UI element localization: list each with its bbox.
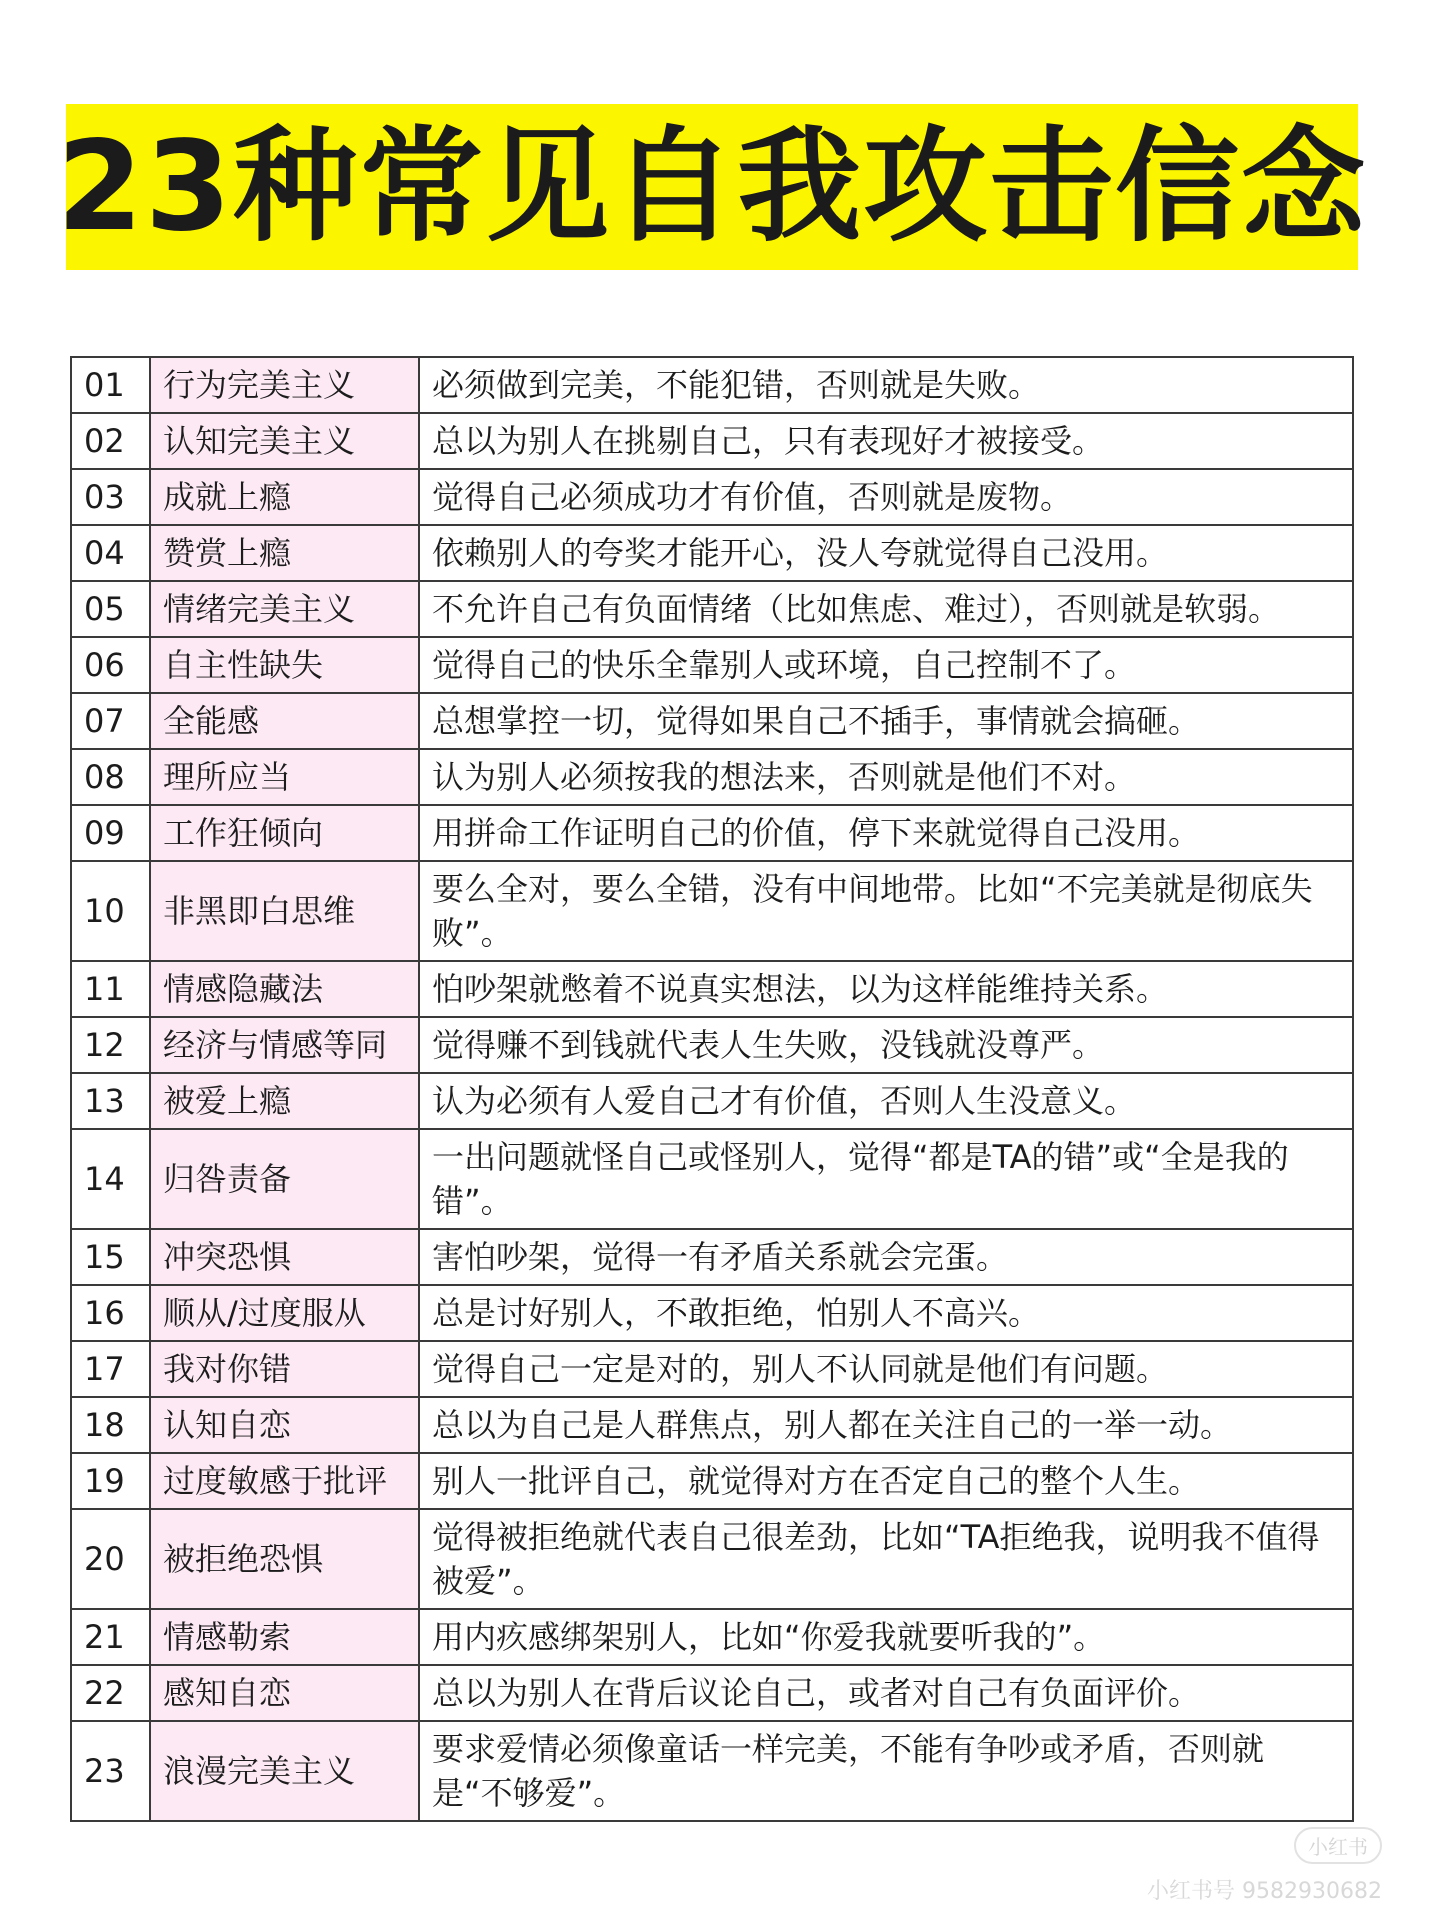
belief-name: 情绪完美主义	[150, 581, 419, 637]
belief-number: 19	[71, 1453, 150, 1509]
table-row	[71, 525, 1353, 581]
belief-description: 觉得赚不到钱就代表人生失败，没钱就没尊严。	[419, 1017, 1353, 1073]
title-banner	[56, 104, 1368, 270]
table-row	[71, 357, 1353, 413]
belief-description: 认为别人必须按我的想法来，否则就是他们不对。	[419, 749, 1353, 805]
belief-number: 05	[71, 581, 150, 637]
belief-description: 害怕吵架，觉得一有矛盾关系就会完蛋。	[419, 1229, 1353, 1285]
belief-description: 总以为别人在背后议论自己，或者对自己有负面评价。	[419, 1665, 1353, 1721]
belief-description: 觉得被拒绝就代表自己很差劲，比如“TA拒绝我，说明我不值得被爱”。	[419, 1509, 1353, 1609]
belief-description: 一出问题就怪自己或怪别人，觉得“都是TA的错”或“全是我的错”。	[419, 1129, 1353, 1229]
belief-description: 不允许自己有负面情绪（比如焦虑、难过），否则就是软弱。	[419, 581, 1353, 637]
belief-name: 工作狂倾向	[150, 805, 419, 861]
belief-name: 全能感	[150, 693, 419, 749]
belief-description: 认为必须有人爱自己才有价值，否则人生没意义。	[419, 1073, 1353, 1129]
belief-name: 冲突恐惧	[150, 1229, 419, 1285]
belief-description: 总以为别人在挑剔自己，只有表现好才被接受。	[419, 413, 1353, 469]
belief-description: 要求爱情必须像童话一样完美，不能有争吵或矛盾，否则就是“不够爱”。	[419, 1721, 1353, 1821]
belief-number: 10	[71, 861, 150, 961]
table-row	[71, 1129, 1353, 1229]
belief-description: 用内疚感绑架别人，比如“你爱我就要听我的”。	[419, 1609, 1353, 1665]
belief-description: 依赖别人的夸奖才能开心，没人夸就觉得自己没用。	[419, 525, 1353, 581]
watermark-id: 小红书号 9582930682	[1147, 1879, 1382, 1904]
belief-number: 15	[71, 1229, 150, 1285]
belief-number: 18	[71, 1397, 150, 1453]
beliefs-table-container	[70, 356, 1354, 1822]
belief-name: 情感勒索	[150, 1609, 419, 1665]
table-row	[71, 637, 1353, 693]
belief-name: 被拒绝恐惧	[150, 1509, 419, 1609]
belief-name: 非黑即白思维	[150, 861, 419, 961]
belief-name: 感知自恋	[150, 1665, 419, 1721]
belief-name: 被爱上瘾	[150, 1073, 419, 1129]
belief-number: 04	[71, 525, 150, 581]
table-row	[71, 1721, 1353, 1821]
watermark-logo: 小红书	[1294, 1827, 1382, 1864]
belief-name: 浪漫完美主义	[150, 1721, 419, 1821]
belief-number: 23	[71, 1721, 150, 1821]
belief-number: 01	[71, 357, 150, 413]
belief-name: 理所应当	[150, 749, 419, 805]
table-row	[71, 861, 1353, 961]
table-row	[71, 581, 1353, 637]
table-row	[71, 1397, 1353, 1453]
belief-name: 自主性缺失	[150, 637, 419, 693]
belief-number: 08	[71, 749, 150, 805]
belief-name: 赞赏上瘾	[150, 525, 419, 581]
table-row	[71, 1665, 1353, 1721]
belief-description: 总想掌控一切，觉得如果自己不插手，事情就会搞砸。	[419, 693, 1353, 749]
belief-description: 觉得自己必须成功才有价值，否则就是废物。	[419, 469, 1353, 525]
belief-number: 03	[71, 469, 150, 525]
table-row	[71, 749, 1353, 805]
belief-number: 13	[71, 1073, 150, 1129]
belief-number: 12	[71, 1017, 150, 1073]
table-row	[71, 805, 1353, 861]
belief-description: 总以为自己是人群焦点，别人都在关注自己的一举一动。	[419, 1397, 1353, 1453]
belief-number: 16	[71, 1285, 150, 1341]
belief-number: 09	[71, 805, 150, 861]
belief-number: 02	[71, 413, 150, 469]
belief-description: 总是讨好别人，不敢拒绝，怕别人不高兴。	[419, 1285, 1353, 1341]
belief-name: 我对你错	[150, 1341, 419, 1397]
belief-number: 22	[71, 1665, 150, 1721]
belief-name: 归咎责备	[150, 1129, 419, 1229]
belief-description: 怕吵架就憋着不说真实想法，以为这样能维持关系。	[419, 961, 1353, 1017]
belief-name: 成就上瘾	[150, 469, 419, 525]
belief-name: 认知完美主义	[150, 413, 419, 469]
watermark	[1147, 1827, 1382, 1905]
belief-number: 14	[71, 1129, 150, 1229]
belief-description: 必须做到完美，不能犯错，否则就是失败。	[419, 357, 1353, 413]
belief-description: 用拼命工作证明自己的价值，停下来就觉得自己没用。	[419, 805, 1353, 861]
table-row	[71, 1341, 1353, 1397]
belief-number: 21	[71, 1609, 150, 1665]
table-row	[71, 1073, 1353, 1129]
table-row	[71, 1509, 1353, 1609]
table-row	[71, 1285, 1353, 1341]
belief-name: 经济与情感等同	[150, 1017, 419, 1073]
belief-name: 过度敏感于批评	[150, 1453, 419, 1509]
table-row	[71, 413, 1353, 469]
belief-number: 07	[71, 693, 150, 749]
belief-description: 要么全对，要么全错，没有中间地带。比如“不完美就是彻底失败”。	[419, 861, 1353, 961]
table-row	[71, 1017, 1353, 1073]
table-row	[71, 1453, 1353, 1509]
table-row	[71, 1229, 1353, 1285]
page-title: 23种常见自我攻击信念	[56, 115, 1368, 259]
belief-description: 觉得自己一定是对的，别人不认同就是他们有问题。	[419, 1341, 1353, 1397]
belief-description: 别人一批评自己，就觉得对方在否定自己的整个人生。	[419, 1453, 1353, 1509]
table-row	[71, 693, 1353, 749]
table-row	[71, 1609, 1353, 1665]
belief-description: 觉得自己的快乐全靠别人或环境，自己控制不了。	[419, 637, 1353, 693]
table-row	[71, 469, 1353, 525]
belief-number: 11	[71, 961, 150, 1017]
belief-number: 17	[71, 1341, 150, 1397]
table-row	[71, 961, 1353, 1017]
belief-number: 06	[71, 637, 150, 693]
belief-name: 顺从/过度服从	[150, 1285, 419, 1341]
belief-name: 行为完美主义	[150, 357, 419, 413]
belief-number: 20	[71, 1509, 150, 1609]
belief-name: 认知自恋	[150, 1397, 419, 1453]
belief-name: 情感隐藏法	[150, 961, 419, 1017]
beliefs-table-body	[71, 357, 1353, 1821]
beliefs-table	[70, 356, 1354, 1822]
